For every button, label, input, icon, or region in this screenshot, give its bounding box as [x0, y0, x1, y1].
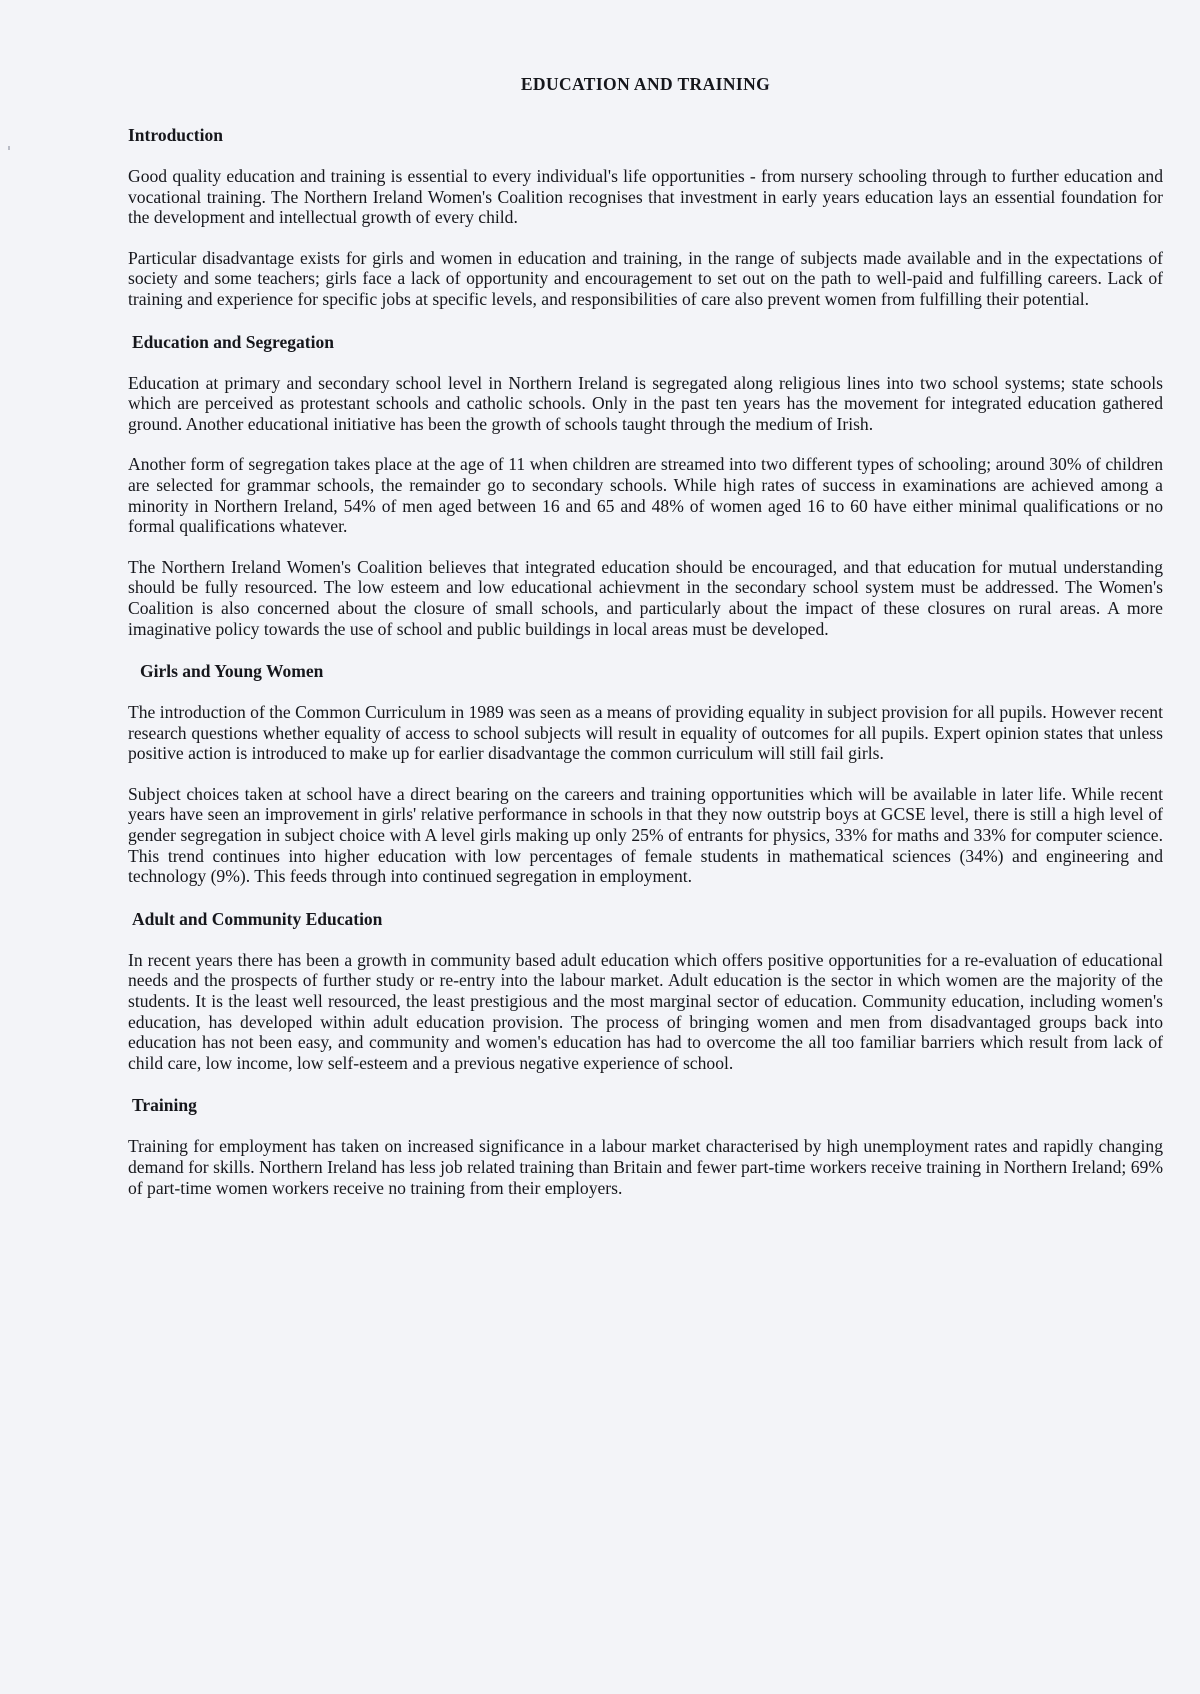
section-introduction: [128, 125, 1163, 310]
paragraph: The introduction of the Common Curriculum in 1989 was seen as a means of providing equality in subject provision for all pupils. However recent research questions whether equality of access to school subjects will result in equality of outcomes for all pupils. Expert opinion states that unless positive action is introduced to make up for earlier disadvantage the common curriculum will still fail girls.: [128, 702, 1163, 764]
scan-speck: [8, 146, 10, 150]
section-heading-training: Training: [132, 1095, 197, 1116]
section-heading-introduction: Introduction: [128, 125, 223, 145]
paragraph: In recent years there has been a growth in community based adult education which offers positive opportunities for a re-evaluation of educational needs and the prospects of further study or re-entry into the labour market. Adult education is the sector in which women are the majority of the students. It is the least well resourced, the least prestigious and the most marginal sector of education. Community education, including women's education, has developed within adult education provision. The process of bringing women and men from disadvantaged groups back into education has not been easy, and community and women's education has had to overcome the all too familiar barriers which result from lack of child care, low income, low self-esteem and a previous negative experience of school.: [128, 949, 1163, 1073]
section-training: [128, 1095, 1163, 1198]
section-education-and-segregation: [128, 332, 1163, 640]
paragraph: Subject choices taken at school have a direct bearing on the careers and training opportunities which will be available in later life. While recent years have seen an improvement in girls' relative performance in schools in that they now outstrip boys at GCSE level, there is still a high level of gender segregation in subject choice with A level girls making up only 25% of entrants for physics, 33% for maths and 33% for computer science. This trend continues into higher education with low percentages of female students in mathematical sciences (34%) and engineering and technology (9%). This feeds through into continued segregation in employment.: [128, 783, 1163, 887]
paragraph: Good quality education and training is essential to every individual's life opportunities - from nursery schooling through to further education and vocational training. The Northern Ireland Women's Coalition recognises that investment in early years education lays an essential foundation for the development and intellectual growth of every child.: [128, 166, 1163, 228]
section-heading-girls-and-young-women: Girls and Young Women: [140, 661, 324, 682]
document-body: [128, 74, 1163, 1220]
section-adult-and-community-education: [128, 909, 1163, 1074]
section-heading-education-and-segregation: Education and Segregation: [132, 331, 334, 352]
section-girls-and-young-women: [128, 661, 1163, 887]
document-title: EDUCATION AND TRAINING: [520, 74, 771, 94]
paragraph: Education at primary and secondary school level in Northern Ireland is segregated along religious lines into two school systems; state schools which are perceived as protestant schools and catholic schools. Only in the past ten years has the movement for integrated education gathered ground. Another educational initiative has been the growth of schools taught through the medium of Irish.: [128, 372, 1163, 434]
paragraph: Particular disadvantage exists for girls and women in education and training, in the range of subjects made available and in the expectations of society and some teachers; girls face a lack of opportunity and encouragement to set out on the path to well-paid and fulfilling careers. Lack of training and experience for specific jobs at specific levels, and responsibilities of care also prevent women from fulfilling their potential.: [128, 247, 1163, 309]
section-heading-adult-and-community-education: Adult and Community Education: [132, 908, 383, 929]
paragraph: Another form of segregation takes place at the age of 11 when children are streamed into two different types of schooling; around 30% of children are selected for grammar schools, the remainder go to secondary schools. While high rates of success in examinations are achieved among a minority in Northern Ireland, 54% of men aged between 16 and 65 and 48% of women aged 16 to 60 have either minimal qualifications or no formal qualifications whatever.: [128, 454, 1163, 537]
paragraph: Training for employment has taken on increased significance in a labour market characterised by high unemployment rates and rapidly changing demand for skills. Northern Ireland has less job related training than Britain and fewer part-time workers receive training in Northern Ireland; 69% of part-time women workers receive no training from their employers.: [128, 1136, 1163, 1198]
paragraph: The Northern Ireland Women's Coalition believes that integrated education should be encouraged, and that education for mutual understanding should be fully resourced. The low esteem and low educational achievment in the secondary school system must be addressed. The Women's Coalition is also concerned about the closure of small schools, and particularly about the impact of these closures on rural areas. A more imaginative policy towards the use of school and public buildings in local areas must be developed.: [128, 556, 1163, 639]
